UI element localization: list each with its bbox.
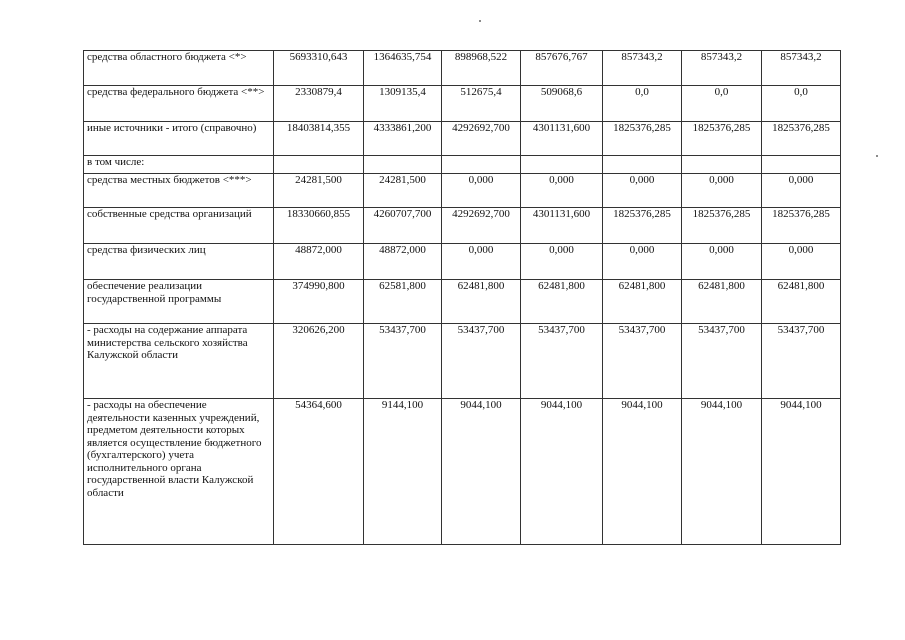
cell-value bbox=[682, 156, 762, 174]
cell-value: 4301131,600 bbox=[521, 208, 603, 244]
row-label: иные источники - итого (справочно) bbox=[84, 122, 274, 156]
table-row bbox=[84, 86, 841, 122]
table-row bbox=[84, 399, 841, 545]
cell-value: 898968,522 bbox=[442, 51, 521, 86]
table-row bbox=[84, 174, 841, 208]
cell-value: 374990,800 bbox=[274, 280, 364, 324]
cell-value: 1825376,285 bbox=[603, 208, 682, 244]
cell-value: 0,0 bbox=[603, 86, 682, 122]
table-row bbox=[84, 208, 841, 244]
cell-value: 857676,767 bbox=[521, 51, 603, 86]
cell-value: 2330879,4 bbox=[274, 86, 364, 122]
cell-value: 4292692,700 bbox=[442, 122, 521, 156]
cell-value: 0,000 bbox=[682, 244, 762, 280]
row-label: - расходы на обеспечение деятельности казенных учреждений, предметом деятельности которых является осуществление бюджетного (бухгалтерского) учета исполнительного органа государственной власти Калужской области bbox=[84, 399, 274, 545]
cell-value: 4260707,700 bbox=[364, 208, 442, 244]
cell-value: 0,0 bbox=[682, 86, 762, 122]
cell-value: 18403814,355 bbox=[274, 122, 364, 156]
cell-value: 320626,200 bbox=[274, 324, 364, 399]
cell-value: 48872,000 bbox=[364, 244, 442, 280]
cell-value: 1364635,754 bbox=[364, 51, 442, 86]
cell-value: 857343,2 bbox=[682, 51, 762, 86]
cell-value: 9044,100 bbox=[521, 399, 603, 545]
cell-value: 53437,700 bbox=[442, 324, 521, 399]
cell-value: 1825376,285 bbox=[762, 208, 841, 244]
cell-value: 53437,700 bbox=[521, 324, 603, 399]
cell-value bbox=[603, 156, 682, 174]
cell-value: 24281,500 bbox=[364, 174, 442, 208]
cell-value: 0,000 bbox=[521, 174, 603, 208]
cell-value: 18330660,855 bbox=[274, 208, 364, 244]
cell-value: 9144,100 bbox=[364, 399, 442, 545]
row-label: средства федерального бюджета <**> bbox=[84, 86, 274, 122]
cell-value: 0,000 bbox=[682, 174, 762, 208]
cell-value: 0,000 bbox=[762, 244, 841, 280]
cell-value: 62581,800 bbox=[364, 280, 442, 324]
cell-value: 53437,700 bbox=[682, 324, 762, 399]
cell-value: 509068,6 bbox=[521, 86, 603, 122]
cell-value: 9044,100 bbox=[442, 399, 521, 545]
table-row bbox=[84, 244, 841, 280]
cell-value: 62481,800 bbox=[762, 280, 841, 324]
row-label: обеспечение реализации государственной программы bbox=[84, 280, 274, 324]
table-row bbox=[84, 122, 841, 156]
budget-table bbox=[83, 50, 841, 545]
row-label: собственные средства организаций bbox=[84, 208, 274, 244]
cell-value: 512675,4 bbox=[442, 86, 521, 122]
cell-value: 1825376,285 bbox=[682, 208, 762, 244]
cell-value: 1825376,285 bbox=[603, 122, 682, 156]
cell-value: 857343,2 bbox=[762, 51, 841, 86]
row-label: средства физических лиц bbox=[84, 244, 274, 280]
table-row bbox=[84, 51, 841, 86]
cell-value: 62481,800 bbox=[682, 280, 762, 324]
cell-value: 4333861,200 bbox=[364, 122, 442, 156]
scan-speck bbox=[876, 155, 878, 157]
cell-value: 0,000 bbox=[603, 174, 682, 208]
cell-value: 0,000 bbox=[762, 174, 841, 208]
cell-value: 0,000 bbox=[521, 244, 603, 280]
cell-value: 62481,800 bbox=[442, 280, 521, 324]
cell-value: 53437,700 bbox=[762, 324, 841, 399]
table-row bbox=[84, 156, 841, 174]
cell-value: 1825376,285 bbox=[682, 122, 762, 156]
row-label: - расходы на содержание аппарата министерства сельского хозяйства Калужской области bbox=[84, 324, 274, 399]
cell-value: 1309135,4 bbox=[364, 86, 442, 122]
cell-value: 53437,700 bbox=[364, 324, 442, 399]
cell-value bbox=[442, 156, 521, 174]
cell-value: 48872,000 bbox=[274, 244, 364, 280]
cell-value bbox=[521, 156, 603, 174]
cell-value: 0,000 bbox=[442, 174, 521, 208]
cell-value: 0,000 bbox=[442, 244, 521, 280]
cell-value: 62481,800 bbox=[521, 280, 603, 324]
scan-speck bbox=[479, 20, 481, 22]
row-label: средства местных бюджетов <***> bbox=[84, 174, 274, 208]
cell-value: 1825376,285 bbox=[762, 122, 841, 156]
cell-value: 53437,700 bbox=[603, 324, 682, 399]
cell-value bbox=[274, 156, 364, 174]
table-row bbox=[84, 324, 841, 399]
cell-value: 5693310,643 bbox=[274, 51, 364, 86]
cell-value: 0,0 bbox=[762, 86, 841, 122]
cell-value: 857343,2 bbox=[603, 51, 682, 86]
row-label: средства областного бюджета <*> bbox=[84, 51, 274, 86]
cell-value: 4301131,600 bbox=[521, 122, 603, 156]
cell-value bbox=[762, 156, 841, 174]
table-row bbox=[84, 280, 841, 324]
row-label: в том числе: bbox=[84, 156, 274, 174]
cell-value: 24281,500 bbox=[274, 174, 364, 208]
cell-value: 9044,100 bbox=[682, 399, 762, 545]
cell-value: 9044,100 bbox=[603, 399, 682, 545]
cell-value: 4292692,700 bbox=[442, 208, 521, 244]
cell-value: 62481,800 bbox=[603, 280, 682, 324]
cell-value: 9044,100 bbox=[762, 399, 841, 545]
cell-value: 0,000 bbox=[603, 244, 682, 280]
cell-value bbox=[364, 156, 442, 174]
cell-value: 54364,600 bbox=[274, 399, 364, 545]
